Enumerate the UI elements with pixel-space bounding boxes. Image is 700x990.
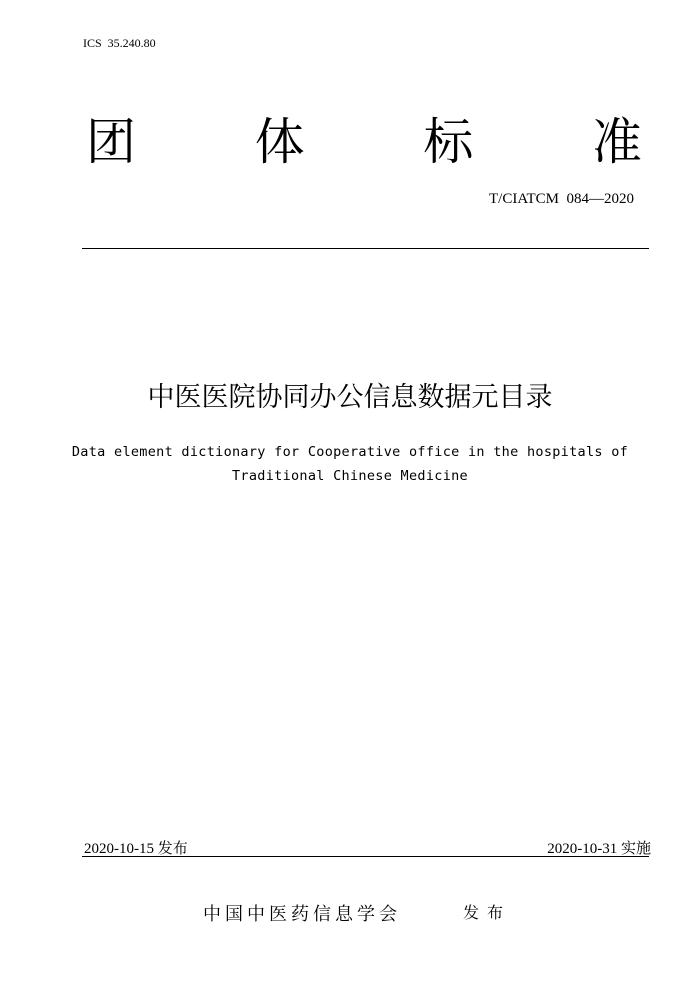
banner-char-1: 团	[86, 113, 136, 171]
banner-char-3: 标	[423, 113, 474, 171]
standard-number: T/CIATCM 084—2020	[488, 191, 634, 207]
english-title-line-1: Data element dictionary for Cooperative office in the hospitals of	[71, 444, 629, 460]
publish-date: 2020-10-15 发布	[84, 841, 188, 857]
standard-type-banner	[86, 112, 642, 172]
document-title-chinese: 中医医院协同办公信息数据元目录	[147, 382, 553, 413]
bottom-divider	[82, 856, 649, 857]
issued-label: 发布	[463, 903, 512, 922]
banner-char-4: 准	[591, 113, 642, 171]
issuing-organization: 中国中医药信息学会	[203, 904, 401, 925]
effective-date: 2020-10-31 实施	[547, 841, 651, 857]
english-title-line-2: Traditional Chinese Medicine	[232, 468, 468, 484]
ics-code: ICS 35.240.80	[83, 36, 156, 50]
top-divider	[82, 248, 649, 249]
banner-char-2: 体	[254, 113, 305, 171]
document-title-english	[0, 440, 700, 488]
